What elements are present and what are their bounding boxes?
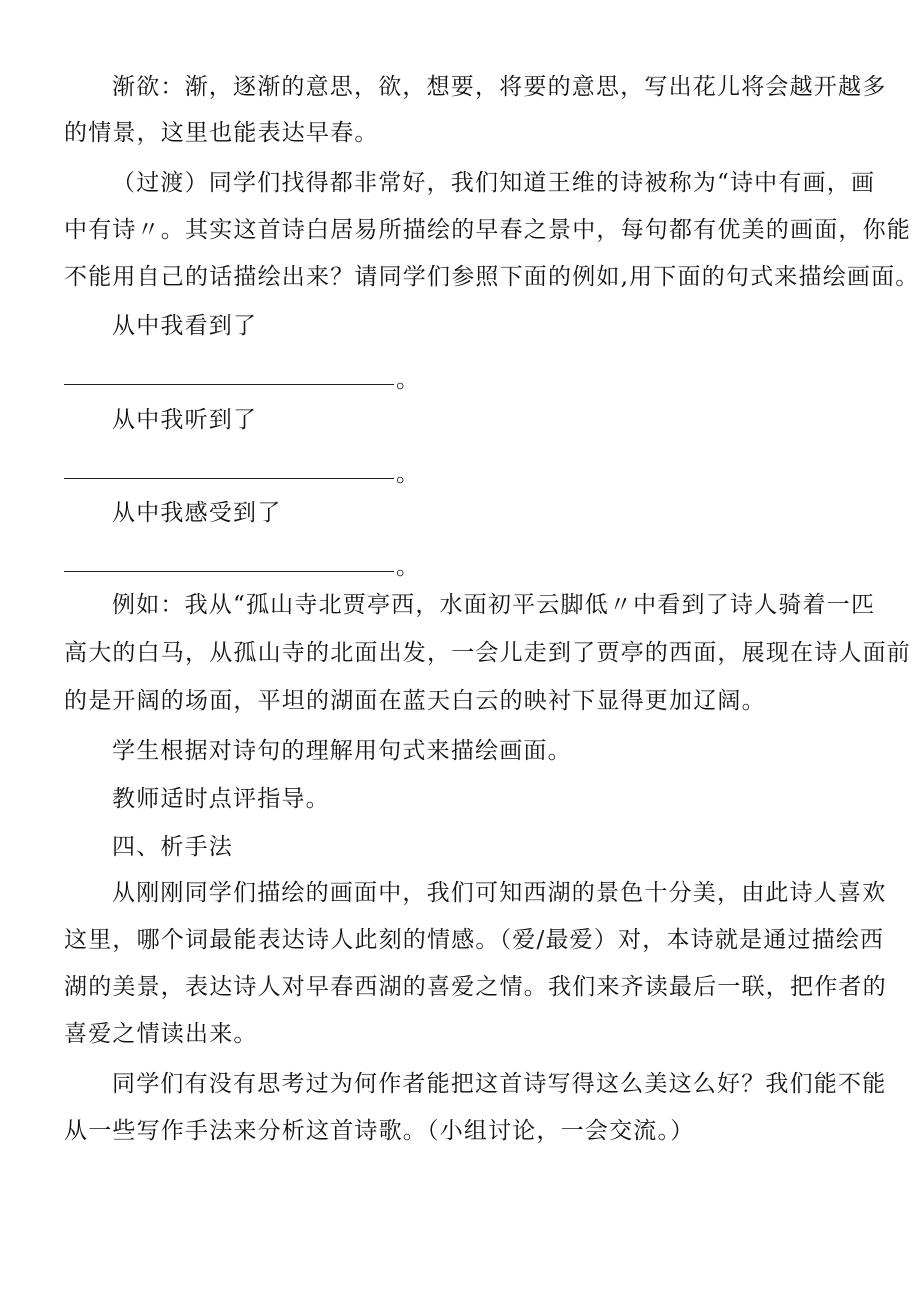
paragraph-line: 渐欲：渐，逐渐的意思，欲，想要，将要的意思，写出花儿将会越开越多 (112, 74, 887, 100)
example-line: 例如：我从“孤山寺北贾亭西，水面初平云脚低〃中看到了诗人骑着一匹 (112, 592, 876, 618)
paragraph-line: 的情景，这里也能表达早春。 (64, 120, 379, 146)
answer-blank-felt (64, 552, 419, 582)
paragraph-line: 喜爱之情读出来。 (64, 1021, 258, 1047)
paragraph-line: 同学们有没有思考过为何作者能把这首诗写得这么美这么好？我们能不能 (112, 1071, 887, 1097)
section-heading: 四、析手法 (112, 834, 233, 860)
prompt-seen: 从中我看到了 (112, 313, 258, 339)
paragraph-line: 中有诗〃。其实这首诗白居易所描绘的早春之景中，每句都有优美的画面，你能 (64, 217, 911, 243)
example-line: 高大的白马，从孤山寺的北面出发，一会儿走到了贾亭的西面，展现在诗人面前 (64, 640, 911, 666)
blank-period: 。 (396, 367, 419, 393)
blank-period: 。 (396, 461, 419, 487)
paragraph-line: 从刚刚同学们描绘的画面中，我们可知西湖的景色十分美，由此诗人喜欢 (112, 880, 887, 906)
paragraph-students: 学生根据对诗句的理解用句式来描绘画面。 (112, 738, 572, 764)
paragraph-teacher: 教师适时点评指导。 (112, 786, 330, 812)
paragraph-line: 湖的美景，表达诗人对早春西湖的喜爱之情。我们来齐读最后一联，把作者的 (64, 974, 887, 1000)
prompt-felt: 从中我感受到了 (112, 500, 282, 526)
answer-blank-seen (64, 365, 419, 395)
paragraph-line: （过渡）同学们找得都非常好，我们知道王维的诗被称为“诗中有画，画 (112, 170, 876, 196)
prompt-heard: 从中我听到了 (112, 407, 258, 433)
answer-blank-heard (64, 459, 419, 489)
blank-underline (64, 571, 394, 572)
paragraph-line: 不能用自己的话描绘出来？请同学们参照下面的例如,用下面的句式来描绘画面。 (64, 264, 920, 290)
example-line: 的是开阔的场面，平坦的湖面在蓝天白云的映衬下显得更加辽阔。 (64, 688, 766, 714)
paragraph-line: 从一些写作手法来分析这首诗歌。（小组讨论，一会交流。） (64, 1118, 695, 1144)
blank-underline (64, 478, 394, 479)
blank-period: 。 (396, 554, 419, 580)
paragraph-line: 这里，哪个词最能表达诗人此刻的情感。（爱/最爱）对，本诗就是通过描绘西 (64, 927, 885, 953)
blank-underline (64, 384, 394, 385)
